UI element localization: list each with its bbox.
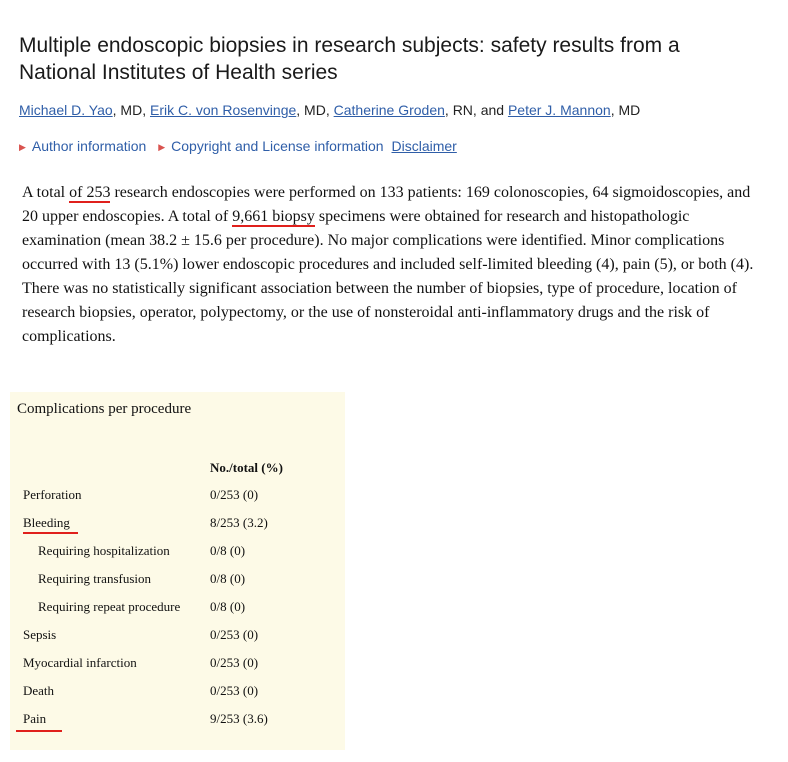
row-value: 0/8 (0) <box>210 571 246 586</box>
abstract-text <box>22 181 767 349</box>
abstract-segment: research endoscopies were performed on 133 patients: 169 colonoscopies, 64 sigmoidoscopies, and 20 upper endoscopies. A total of <box>22 184 751 225</box>
row-value: 8/253 (3.2) <box>210 515 268 530</box>
row-value: 0/253 (0) <box>210 487 259 502</box>
row-value: 0/253 (0) <box>210 683 259 698</box>
table-row <box>10 650 345 678</box>
row-label: Bleeding <box>23 515 70 530</box>
table-caption: Complications per procedure <box>17 401 192 417</box>
complications-table <box>10 392 345 750</box>
author-suffix: , MD, <box>112 102 150 118</box>
table-row <box>10 566 345 594</box>
row-label: Pain <box>23 711 47 726</box>
row-value: 0/8 (0) <box>210 599 246 614</box>
abstract-segment: specimens were obtained for research and histopathologic examination (mean 38.2 ± 15.6 per procedure). No major complications were identified. Minor complications occurred with 13 (5.1%) lower endoscopic procedures and included self-limited bleeding (4), pain (5), or both (4). There was no statistically significant association between the number of biopsies, type of procedure, location of research biopsies, operator, polypectomy, or the use of nonsteroidal anti-inflammatory drugs and the risk of complications. <box>22 208 754 345</box>
row-value: 0/8 (0) <box>210 543 246 558</box>
table-row <box>10 482 345 510</box>
row-label: Requiring transfusion <box>38 571 152 586</box>
author-suffix: , MD <box>610 102 641 118</box>
article-info-links <box>19 136 457 158</box>
row-value: 0/253 (0) <box>210 627 259 642</box>
author-information-toggle[interactable]: Author information <box>31 138 147 154</box>
pain-underline-mark <box>16 730 62 732</box>
column-header: No./total (%) <box>210 460 283 475</box>
row-label: Requiring hospitalization <box>38 543 170 558</box>
row-value: 9/253 (3.6) <box>210 711 268 726</box>
expand-triangle-icon: ▶ <box>158 142 166 152</box>
author-link-groden[interactable]: Catherine Groden <box>333 102 445 118</box>
expand-triangle-icon: ▶ <box>19 142 26 152</box>
abstract-segment: A total <box>22 184 70 201</box>
copyright-license-toggle[interactable]: Copyright and License information <box>171 138 384 154</box>
row-label: Sepsis <box>23 627 57 642</box>
row-label: Myocardial infarction <box>23 655 137 670</box>
author-list <box>19 100 640 120</box>
author-suffix: , RN, and <box>444 102 508 118</box>
author-link-mannon[interactable]: Peter J. Mannon <box>507 102 611 118</box>
author-link-yao[interactable]: Michael D. Yao <box>19 102 113 118</box>
table-row <box>10 594 345 622</box>
author-suffix: , MD, <box>296 102 334 118</box>
row-label: Perforation <box>23 487 82 502</box>
article-title: Multiple endoscopic biopsies in research subjects: safety results from a National Institutes of Health series <box>19 34 680 84</box>
author-link-von-rosenvinge[interactable]: Erik C. von Rosenvinge <box>149 102 297 118</box>
row-label: Requiring repeat procedure <box>38 599 181 614</box>
disclaimer-link[interactable]: Disclaimer <box>391 138 457 154</box>
highlighted-biopsy-count: 9,661 biopsy <box>232 208 315 225</box>
table-row <box>10 678 345 706</box>
highlighted-procedure-count: of 253 <box>69 184 111 201</box>
bleeding-underline-mark <box>23 532 78 534</box>
row-label: Death <box>23 683 55 698</box>
row-value: 0/253 (0) <box>210 655 259 670</box>
table-row <box>10 622 345 650</box>
table-row <box>10 538 345 566</box>
